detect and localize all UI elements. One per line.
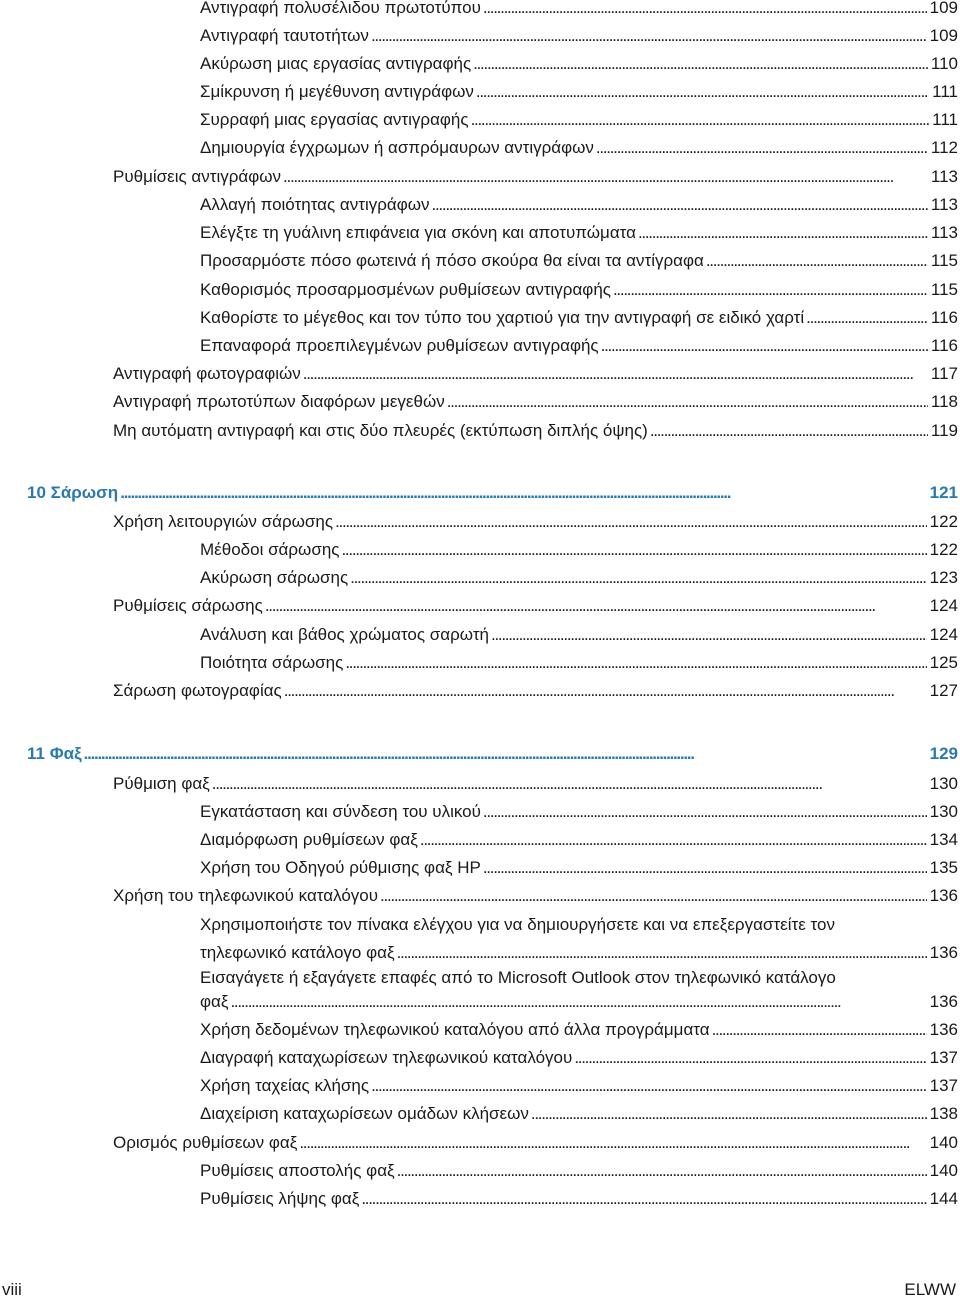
toc-entry-title: Ρύθμιση φαξ [113,774,210,793]
toc-entry-title: Χρήση του Οδηγού ρύθμισης φαξ HP [200,858,481,877]
toc-entry-title: Χρήση δεδομένων τηλεφωνικού καταλόγου από άλλα προγράμματα [200,1020,710,1039]
toc-leader-dots [574,1044,926,1072]
toc-leader-dots [335,508,927,536]
toc-chapter-page: 121 [929,483,958,502]
toc-entry-page: 136 [929,992,958,1011]
toc-entry-title: Σμίκρυνση ή μεγέθυνση αντιγράφων [200,82,474,101]
toc-leader-dots [283,163,928,191]
toc-entry-page: 111 [932,110,958,129]
toc-entry-page: 138 [929,1104,958,1123]
toc-entry-title: Αλλαγή ποιότητας αντιγράφων [200,195,430,214]
toc-entry-title: Ορισμός ρυθμίσεων φαξ [113,1133,298,1152]
toc-entry-title: τηλεφωνικό κατάλογο φαξ [200,943,395,962]
toc-entry-page: 135 [929,858,958,877]
toc-leader-dots [212,770,927,798]
toc-leader-dots [473,50,928,78]
toc-entry-title-line1: Εισαγάγετε ή εξαγάγετε επαφές από το Microsoft Outlook στον τηλεφωνικό κατάλογο [200,968,836,987]
toc-leader-dots [397,1157,927,1185]
toc-entry-page: 115 [930,251,958,270]
toc-chapter-title: 11 Φαξ [27,744,82,763]
toc-entry-page: 111 [932,82,958,101]
toc-entry-title: Δημιουργία έγχρωμων ή ασπρόμαυρων αντιγράφων [200,138,594,157]
toc-entry-title: Ποιότητα σάρωσης [200,653,344,672]
toc-leader-dots [361,1185,926,1213]
toc-entry-page: 112 [930,138,958,157]
toc-leader-dots [596,134,928,162]
toc-entry-title: Μέθοδοι σάρωσης [200,540,340,559]
toc-entry-page: 140 [929,1161,958,1180]
toc-entry-page: 130 [929,774,958,793]
toc-leader-dots [284,677,927,705]
toc-entry-title: Ανάλυση και βάθος χρώματος σαρωτή [200,625,489,644]
toc-entry-title: Μη αυτόματη αντιγραφή και στις δύο πλευρές (εκτύπωση διπλής όψης) [113,421,648,440]
toc-entry-page: 115 [930,280,958,299]
toc-entry-title: Ρυθμίσεις αντιγράφων [113,167,282,186]
toc-entry-title: Ακύρωση μιας εργασίας αντιγραφής [200,54,472,73]
toc-entry-page: 124 [929,625,958,644]
toc-entry-page: 144 [929,1189,958,1208]
toc-entry-page: 122 [929,540,958,559]
toc-entry-title: Διαμόρφωση ρυθμίσεων φαξ [200,830,418,849]
toc-entry-title: Σάρωση φωτογραφίας [113,681,282,700]
toc-entry-title: φαξ [200,992,229,1011]
toc-leader-dots [712,1016,927,1044]
toc-entry-page: 109 [929,0,958,17]
toc-leader-dots [613,276,928,304]
toc-leader-dots [299,1129,926,1157]
toc-leader-dots [432,191,928,219]
toc-leader-dots [638,219,928,247]
toc-leader-dots [447,388,928,416]
toc-entry-page: 113 [930,195,958,214]
toc-entry[interactable] [0,964,960,1020]
toc-entry-page: 136 [929,886,958,905]
toc-entry-title: Χρήση λειτουργιών σάρωσης [113,512,334,531]
document-code: ELWW [904,1280,956,1299]
toc-entry-page: 125 [929,653,958,672]
toc-entry-title: Επαναφορά προεπιλεγμένων ρυθμίσεων αντιγραφής [200,336,599,355]
toc-entry-title: Ρυθμίσεις αποστολής φαξ [200,1161,395,1180]
toc-entry-page: 119 [930,421,958,440]
toc-entry-title: Αντιγραφή πρωτοτύπων διαφόρων μεγεθών [113,392,445,411]
toc-entry[interactable] [0,911,960,967]
toc-entry-page: 113 [930,167,958,186]
toc-leader-dots [265,592,927,620]
toc-entry-title: Προσαρμόστε πόσο φωτεινά ή πόσο σκούρα θα είναι τα αντίγραφα [200,251,704,270]
toc-entry-page: 117 [930,364,958,383]
toc-leader-dots [420,826,927,854]
toc-leader-dots [483,854,927,882]
toc-leader-dots [345,649,926,677]
toc-leader-dots [483,0,927,22]
toc-entry-title: Ρυθμίσεις λήψης φαξ [200,1189,360,1208]
toc-leader-dots [491,621,927,649]
toc-entry-page: 137 [929,1076,958,1095]
toc-leader-dots [471,106,930,134]
toc-entry-page: 123 [929,568,958,587]
toc-leader-dots [483,798,927,826]
toc-entry-page: 110 [930,54,958,73]
toc-leader-dots [380,882,927,910]
toc-entry-page: 124 [929,596,958,615]
toc-leader-dots [84,740,927,768]
toc-entry-title: Χρήση ταχείας κλήσης [200,1076,370,1095]
toc-entry-page: 134 [929,830,958,849]
toc-leader-dots [531,1100,927,1128]
toc-entry-page: 113 [930,223,958,242]
page-number: viii [2,1280,22,1299]
toc-entry-page: 118 [930,392,958,411]
toc-leader-dots [706,247,928,275]
toc-entry-title: Συρραφή μιας εργασίας αντιγραφής [200,110,469,129]
toc-leader-dots [601,332,928,360]
toc-leader-dots [371,1072,927,1100]
toc-entry-title: Ελέγξτε τη γυάλινη επιφάνεια για σκόνη και αποτυπώματα [200,223,636,242]
toc-leader-dots [303,360,928,388]
toc-entry-page: 116 [930,336,958,355]
toc-entry-title: Αντιγραφή πολυσέλιδου πρωτοτύπου [200,0,481,17]
toc-entry-title: Ακύρωση σάρωσης [200,568,349,587]
toc-chapter-page: 129 [929,744,958,763]
toc-entry-title: Καθορίστε το μέγεθος και τον τύπο του χαρτιού για την αντιγραφή σε ειδικό χαρτί [200,308,805,327]
toc-leader-dots [341,536,926,564]
toc-entry-page: 109 [929,26,958,45]
toc-leader-dots [397,939,927,967]
toc-leader-dots [350,564,926,592]
toc-entry-page: 136 [929,943,958,962]
toc-leader-dots [476,78,929,106]
toc-entry-title: Αντιγραφή ταυτοτήτων [200,26,369,45]
toc-leader-dots [806,304,928,332]
toc-entry-title: Ρυθμίσεις σάρωσης [113,596,263,615]
toc-entry-page: 140 [929,1133,958,1152]
toc-entry-page: 130 [929,802,958,821]
toc-chapter-title: 10 Σάρωση [27,483,119,502]
toc-entry-page: 136 [929,1020,958,1039]
toc-entry-title: Χρήση του τηλεφωνικού καταλόγου [113,886,379,905]
toc-entry-page: 137 [929,1048,958,1067]
toc-leader-dots [650,417,928,445]
toc-entry-title: Αντιγραφή φωτογραφιών [113,364,301,383]
toc-leader-dots [120,479,926,507]
toc-leader-dots [230,988,926,1016]
toc-leader-dots [371,22,927,50]
toc-entry-page: 122 [929,512,958,531]
toc-entry-title: Εγκατάσταση και σύνδεση του υλικού [200,802,481,821]
toc-entry-page: 127 [929,681,958,700]
toc-entry-title: Διαγραφή καταχωρίσεων τηλεφωνικού καταλόγου [200,1048,573,1067]
toc-entry-title: Καθορισμός προσαρμοσμένων ρυθμίσεων αντιγραφής [200,280,611,299]
toc-entry-title: Διαχείριση καταχωρίσεων ομάδων κλήσεων [200,1104,529,1123]
toc-entry-title-line1: Χρησιμοποιήστε τον πίνακα ελέγχου για να δημιουργήσετε και να επεξεργαστείτε τον [200,915,835,934]
toc-entry-page: 116 [930,308,958,327]
